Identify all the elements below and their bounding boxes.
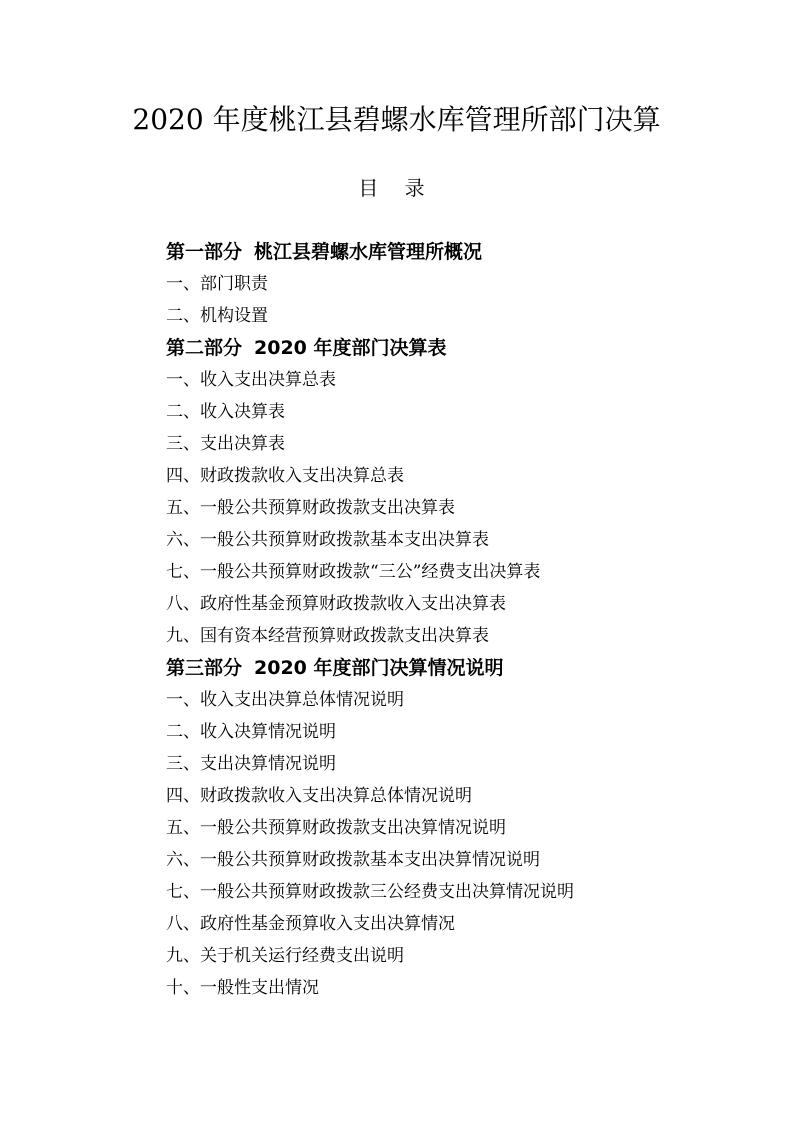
- toc-item: 一、收入支出决算总表: [166, 370, 336, 390]
- table-of-contents: [166, 236, 766, 1004]
- toc-heading: 目 录: [358, 176, 435, 200]
- part-title: 桃江县碧螺水库管理所概况: [254, 241, 483, 263]
- toc-item: 九、关于机关运行经费支出说明: [166, 946, 404, 966]
- toc-part-heading: [166, 332, 766, 364]
- toc-item: 二、机构设置: [166, 306, 268, 326]
- toc-item: 八、政府性基金预算财政拨款收入支出决算表: [166, 594, 506, 614]
- toc-item: 七、一般公共预算财政拨款三公经费支出决算情况说明: [166, 882, 574, 902]
- toc-item: 二、收入决算情况说明: [166, 722, 336, 742]
- toc-item: 三、支出决算情况说明: [166, 754, 336, 774]
- part-title: 2020 年度部门决算表: [254, 337, 447, 359]
- toc-item: 八、政府性基金预算收入支出决算情况: [166, 914, 455, 934]
- document-title: 2020 年度桃江县碧螺水库管理所部门决算: [132, 103, 661, 136]
- toc-item: 三、支出决算表: [166, 434, 285, 454]
- toc-item: 五、一般公共预算财政拨款支出决算情况说明: [166, 818, 506, 838]
- toc-item: 四、财政拨款收入支出决算总体情况说明: [166, 786, 472, 806]
- part-title: 2020 年度部门决算情况说明: [254, 657, 504, 679]
- part-label: 第二部分: [166, 337, 243, 359]
- part-label: 第三部分: [166, 657, 243, 679]
- toc-part-heading: [166, 652, 766, 684]
- toc-item: 四、财政拨款收入支出决算总表: [166, 466, 404, 486]
- toc-item: 九、国有资本经营预算财政拨款支出决算表: [166, 626, 489, 646]
- part-label: 第一部分: [166, 241, 243, 263]
- toc-item: 七、一般公共预算财政拨款“三公”经费支出决算表: [166, 562, 541, 582]
- toc-part-heading: [166, 236, 766, 268]
- toc-item: 一、部门职责: [166, 274, 268, 294]
- toc-item: 一、收入支出决算总体情况说明: [166, 690, 404, 710]
- toc-item: 二、收入决算表: [166, 402, 285, 422]
- toc-item: 十、一般性支出情况: [166, 978, 319, 998]
- toc-item: 五、一般公共预算财政拨款支出决算表: [166, 498, 455, 518]
- toc-item: 六、一般公共预算财政拨款基本支出决算表: [166, 530, 489, 550]
- toc-item: 六、一般公共预算财政拨款基本支出决算情况说明: [166, 850, 540, 870]
